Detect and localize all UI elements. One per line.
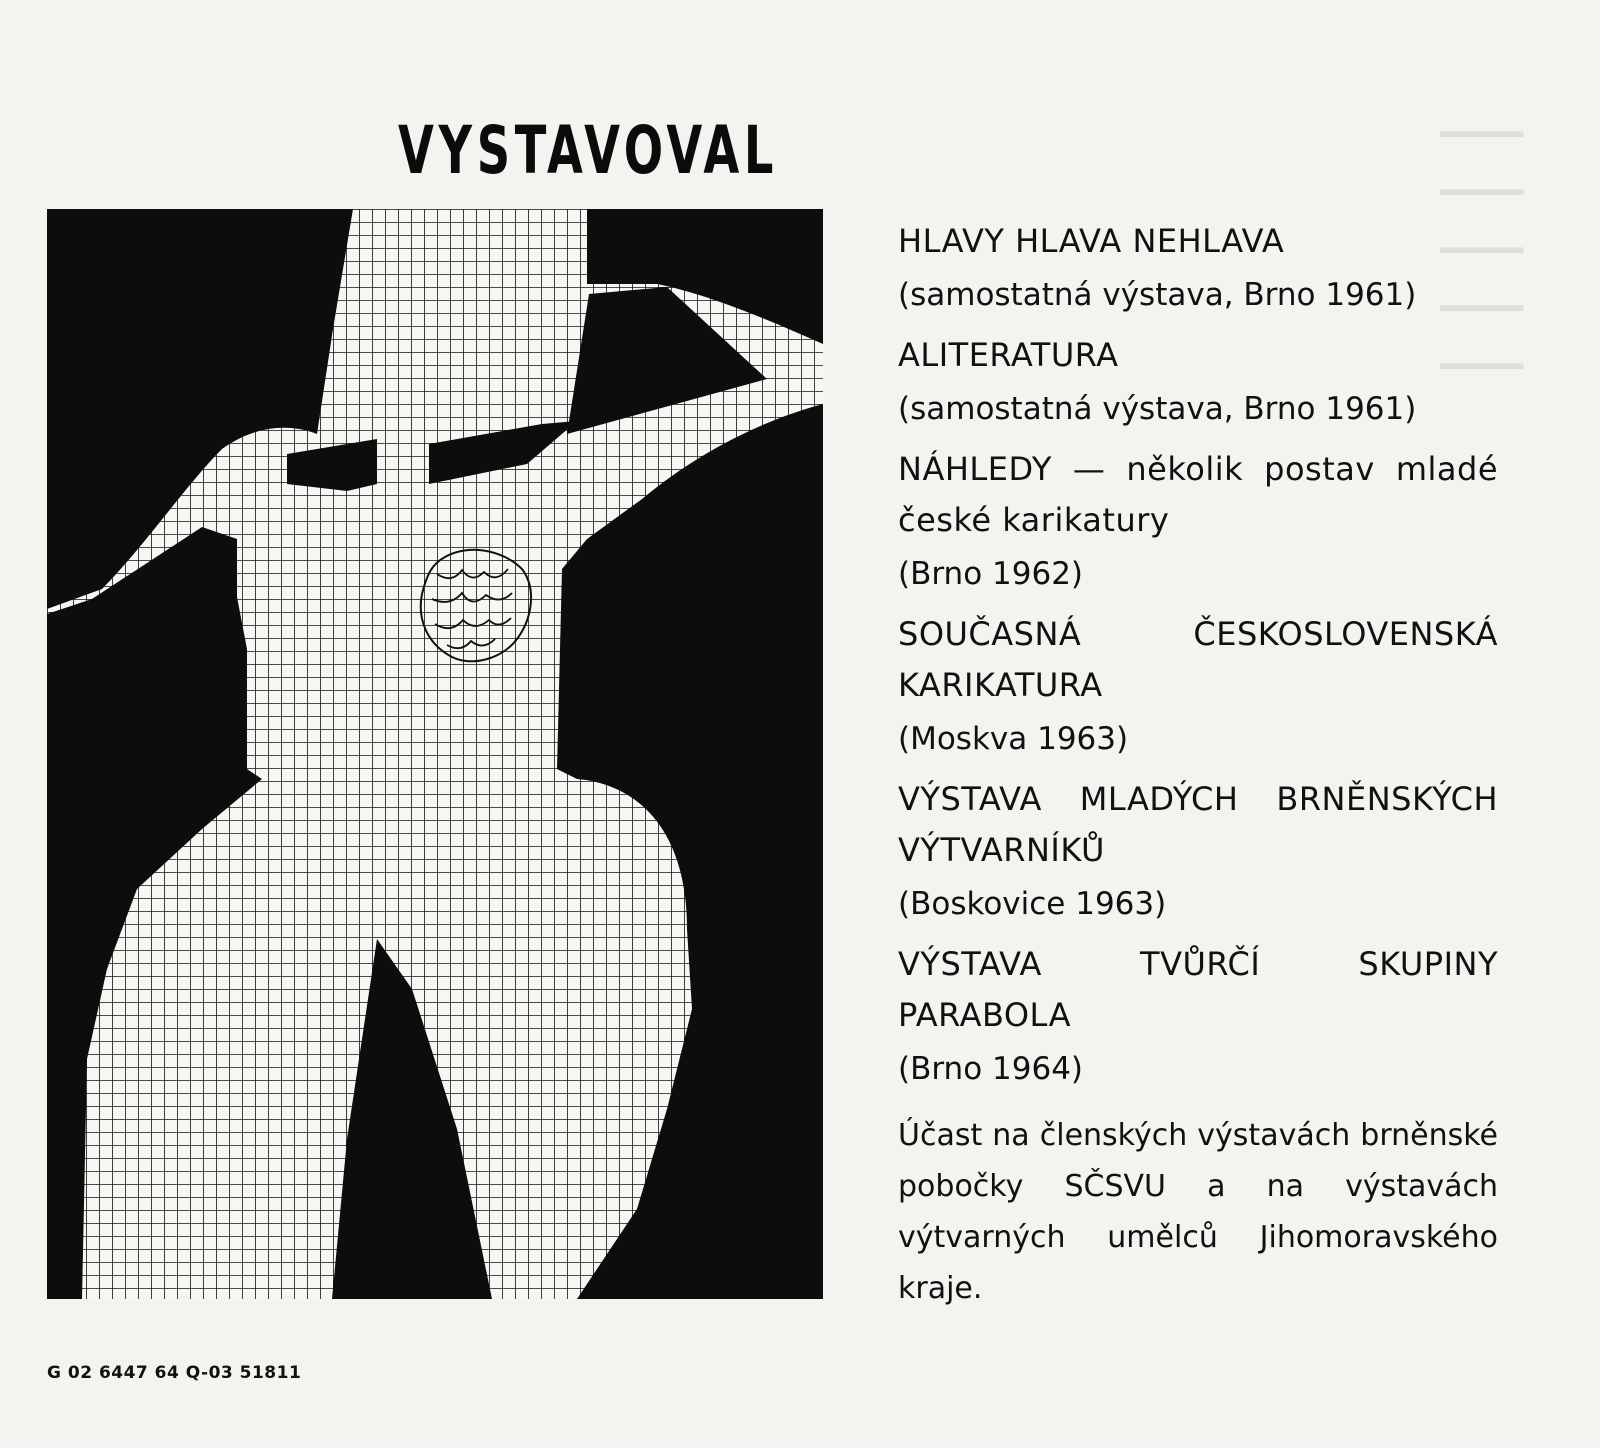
exhibition-details: (Brno 1962) bbox=[898, 556, 1084, 592]
membership-note: Účast na členských výstavách brněnské pobočky SČSVU a na výstavách výtvarných umělců Jihomoravského kraje. bbox=[898, 1118, 1498, 1306]
exhibition-details: (samostatná výstava, Brno 1961) bbox=[898, 391, 1417, 427]
grid-figure-artwork bbox=[47, 209, 823, 1299]
exhibition-details: (Moskva 1963) bbox=[898, 721, 1129, 757]
exhibition-item bbox=[898, 330, 1498, 437]
exhibition-title: SOUČASNÁ ČESKOSLOVENSKÁ KARIKATURA bbox=[898, 615, 1498, 704]
exhibition-title: VÝSTAVA TVŮRČÍ SKUPINY PARABOLA bbox=[898, 945, 1498, 1034]
exhibition-title: ALITERATURA bbox=[898, 336, 1119, 374]
print-code: G 02 6447 64 Q-03 51811 bbox=[47, 1363, 302, 1383]
page-title: VYSTAVOVAL bbox=[398, 112, 779, 189]
show-through-texture: ▔▔▔ ▔▔▔ ▔▔▔ ▔▔▔ ▔▔▔ bbox=[1440, 133, 1524, 406]
exhibition-item bbox=[898, 609, 1498, 767]
exhibition-details: (Brno 1964) bbox=[898, 1051, 1084, 1087]
exhibition-item bbox=[898, 774, 1498, 932]
exhibition-title: VÝSTAVA MLADÝCH BRNĚNSKÝCH VÝTVARNÍKŮ bbox=[898, 780, 1498, 869]
exhibition-details: (Boskovice 1963) bbox=[898, 886, 1167, 922]
exhibition-item bbox=[898, 444, 1498, 602]
exhibition-item bbox=[898, 939, 1498, 1097]
exhibition-details: (samostatná výstava, Brno 1961) bbox=[898, 277, 1417, 313]
exhibition-title: NÁHLEDY — několik postav mladé české karikatury bbox=[898, 450, 1498, 539]
exhibition-title: HLAVY HLAVA NEHLAVA bbox=[898, 222, 1285, 260]
exhibition-list bbox=[898, 216, 1498, 1104]
exhibition-item bbox=[898, 216, 1498, 323]
